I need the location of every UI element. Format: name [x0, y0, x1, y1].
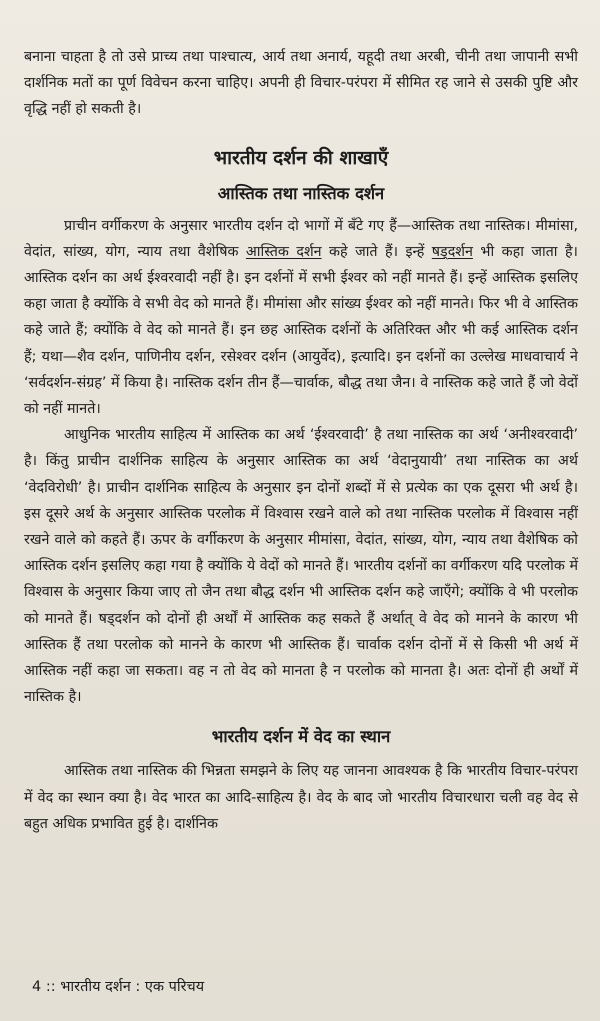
underlined-term-astik-darshan: आस्तिक दर्शन	[245, 243, 322, 260]
subheading-astik-nastik: आस्तिक तथा नास्तिक दर्शन	[217, 183, 385, 203]
paragraph-classification	[24, 213, 578, 423]
paragraph-veda: आस्तिक तथा नास्तिक की भिन्नता समझने के लिए यह जानना आवश्यक है कि भारतीय विचार-परंपरा में वेद का स्थान क्या है। वेद भारत का आदि-साहित्य है। वेद के बाद जो भारतीय विचारधारा चली वह वेद से बहुत अधिक प्रभावित हुई है। दार्शनिक	[24, 763, 578, 832]
paragraph-text: प्राचीन वर्गीकरण के अनुसार भारतीय दर्शन दो भागों में बँटे गए हैं—आस्तिक तथा नास्तिक। मीमांसा, वेदांत, सांख्य, योग, न्याय तथा वैशेषिक	[24, 217, 578, 260]
paragraph-intro-continuation: बनाना चाहता है तो उसे प्राच्य तथा पाश्चात्य, आर्य तथा अनार्य, यहूदी तथा अरबी, चीनी तथा जापानी सभी दार्शनिक मतों का पूर्ण विवेचन करना चाहिए। अपनी ही विचार-परंपरा में सीमित रह जाने से उसकी पुष्टि और वृद्धि नहीं हो सकती है।	[24, 49, 578, 118]
page-footer: 4 :: भारतीय दर्शन : एक परिचय	[32, 979, 205, 995]
section-title: भारतीय दर्शन की शाखाएँ	[213, 146, 389, 169]
page-content	[24, 44, 578, 837]
subheading-veda-place: भारतीय दर्शन में वेद का स्थान	[211, 727, 391, 747]
paragraph-text: भी कहा जाता है। आस्तिक दर्शन का अर्थ ईश्वरवादी नहीं है। इन दर्शनों में सभी ईश्वर को नहीं मानते हैं। इन्हें आस्तिक इसलिए कहा जाता है क्योंकि वे सभी वेद को मानते हैं। मीमांसा और सांख्य ईश्वर को नहीं मानते। फिर भी वे आस्तिक कहे जाते हैं; क्योंकि वे वेद को मानते हैं। इन छह आस्तिक दर्शनों के अतिरिक्त और भी कई आस्तिक दर्शन हैं; यथा—शैव दर्शन, पाणिनीय दर्शन, रसेश्वर दर्शन (आयुर्वेद), इत्यादि। इन दर्शनों का उल्लेख माधवाचार्य ने ‘सर्वदर्शन-संग्रह’ में किया है। नास्तिक दर्शन तीन हैं—चार्वाक, बौद्ध तथा जैन। वे नास्तिक कहे जाते हैं जो वेदों को नहीं मानते।	[24, 243, 579, 418]
underlined-term-shaddarshan: षड्दर्शन	[431, 243, 473, 260]
paragraph-modern-meaning: आधुनिक भारतीय साहित्य में आस्तिक का अर्थ ‘ईश्वरवादी’ है तथा नास्तिक का अर्थ ‘अनीश्वरवादी’ है। किंतु प्राचीन दार्शनिक साहित्य के अनुसार आस्तिक का अर्थ ‘वेदानुयायी’ तथा नास्तिक का अर्थ ‘वेदविरोधी’ है। प्राचीन दार्शनिक साहित्य के अनुसार इन दोनों शब्दों में से प्रत्येक का एक दूसरा भी अर्थ है। इस दूसरे अर्थ के अनुसार आस्तिक परलोक में विश्वास रखने वाले को तथा नास्तिक परलोक में विश्वास नहीं रखने वाले को कहते हैं। ऊपर के वर्गीकरण के अनुसार मीमांसा, वेदांत, सांख्य, योग, न्याय तथा वैशेषिक को आस्तिक दर्शन इसलिए कहा गया है क्योंकि ये वेदों को मानते हैं। भारतीय दर्शनों का वर्गीकरण यदि परलोक में विश्वास के अनुसार किया जाए तो जैन तथा बौद्ध दर्शन भी आस्तिक दर्शन कहे जाएँगे; क्योंकि वे भी परलोक को मानते हैं। षड्दर्शन को दोनों ही अर्थों में आस्तिक कह सकते हैं अर्थात् वे वेद को मानने के कारण भी आस्तिक हैं तथा परलोक को मानने के कारण भी आस्तिक हैं। चार्वाक दर्शन दोनों में से किसी भी अर्थ में आस्तिक नहीं कहा जा सकता। वह न तो वेद को मानता है न परलोक को मानता है। अतः दोनों ही अर्थों में नास्तिक है।	[24, 427, 578, 706]
paragraph-text: कहे जाते हैं। इन्हें	[321, 243, 432, 260]
